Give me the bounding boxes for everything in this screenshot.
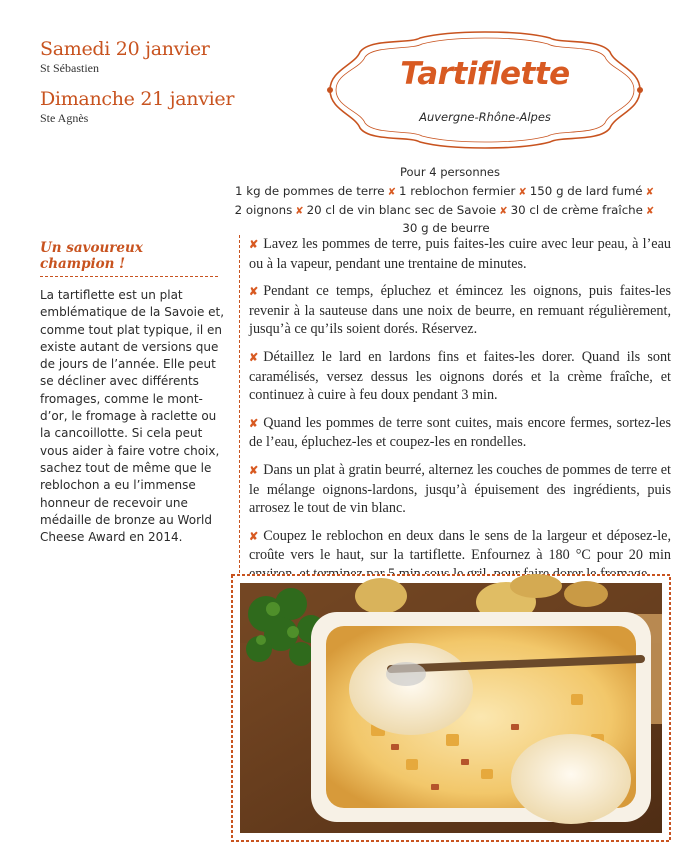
x-mark-icon: ✘ [249, 417, 259, 430]
step-text: Dans un plat à gratin beurré, alternez les couches de pommes de terre et le mélange oignons-lardons, jusqu’à épuisement des ingrédients, puis arrosez le tout de vin blanc. [249, 461, 671, 517]
sidebar-text: La tartiflette est un plat emblématique de la Savoie et, comme tout plat typique, il en existe autant de versions que de jours de l’année. Elle peut se décliner avec différents fromages, comme le mont-d’or, le fromage à raclette ou la cancoillotte. Si cela peut vous aider à faire votre choix, sachez tout de même que le reblochon a eu l’immense honneur de recevoir une médaille de bronze au World Cheese Award en 2014. [40, 288, 225, 545]
step [249, 348, 671, 405]
step-text: Lavez les pommes de terre, puis faites-les cuire avec leur peau, à l’eau ou à la vapeur, pendant une trentaine de minutes. [249, 236, 671, 272]
step-text: Coupez le reblochon en deux dans le sens de la largeur et déposez-le, croûte vers le haut, sur la tartiflette. Enfournez à 180 °C pour 20 min [249, 527, 671, 564]
ingredient: 1 kg de pommes de terre [235, 184, 385, 198]
x-mark-icon: ✘ [518, 187, 527, 198]
ingredient: 1 reblochon fermier [398, 184, 516, 198]
step [249, 414, 671, 452]
tartiflette-photo-icon [231, 574, 671, 842]
step [249, 235, 671, 273]
sidebar-title: Un savoureux champion ! [40, 240, 218, 277]
x-mark-icon: ✘ [249, 286, 259, 299]
x-mark-icon: ✘ [249, 239, 259, 251]
dates-block [40, 38, 270, 138]
x-mark-icon: ✘ [387, 187, 396, 198]
servings: Pour 4 personnes [400, 165, 500, 179]
recipe-title-frame [300, 30, 670, 150]
ingredient: 150 g de lard fumé [529, 184, 643, 198]
recipe-region: Auvergne-Rhône-Alpes [419, 110, 551, 124]
x-mark-icon: ✘ [249, 464, 259, 477]
x-mark-icon: ✘ [499, 205, 508, 217]
x-mark-icon: ✘ [645, 205, 655, 217]
step [249, 461, 671, 518]
ingredient: 20 cl de vin blanc sec de Savoie [306, 202, 497, 217]
ingredient: 30 g de beurre [402, 221, 490, 235]
saint-name: Ste Agnès [40, 111, 89, 125]
step [249, 282, 671, 339]
x-mark-icon: ✘ [645, 187, 654, 198]
steps-list [239, 235, 671, 593]
step-text: Détaillez le lard en lardons fins et faites-les dorer. Quand ils sont caramélisés, versez dessus les oignons dorés et la crème fraîche, et continuez à cuire à feu doux pendant 3 min. [249, 348, 671, 404]
tartiflette-photo [231, 574, 671, 842]
ingredients-list [222, 183, 670, 237]
saint-name: St Sébastien [40, 61, 99, 75]
step-text: Pendant ce temps, épluchez et émincez les oignons, puis faites-les revenir à la sauteuse dans une noix de beurre, en remuant régulièrement, jusqu’à ce qu’ils soient dorés. Réservez. [249, 283, 671, 338]
x-mark-icon: ✘ [249, 530, 259, 543]
ingredient: 2 oignons [234, 202, 293, 217]
date-title: Dimanche 21 janvier [40, 88, 235, 110]
sidebar-box [40, 240, 230, 546]
date-title: Samedi 20 janvier [40, 38, 210, 60]
step-text: Quand les pommes de terre sont cuites, mais encore fermes, sortez-les de l’eau, épluchez-les et coupez-les en rondelles. [249, 414, 671, 451]
x-mark-icon: ✘ [249, 351, 259, 364]
ingredient: 30 cl de crème fraîche [510, 202, 643, 217]
recipe-title: Tartiflette [400, 56, 570, 92]
x-mark-icon: ✘ [295, 205, 304, 217]
